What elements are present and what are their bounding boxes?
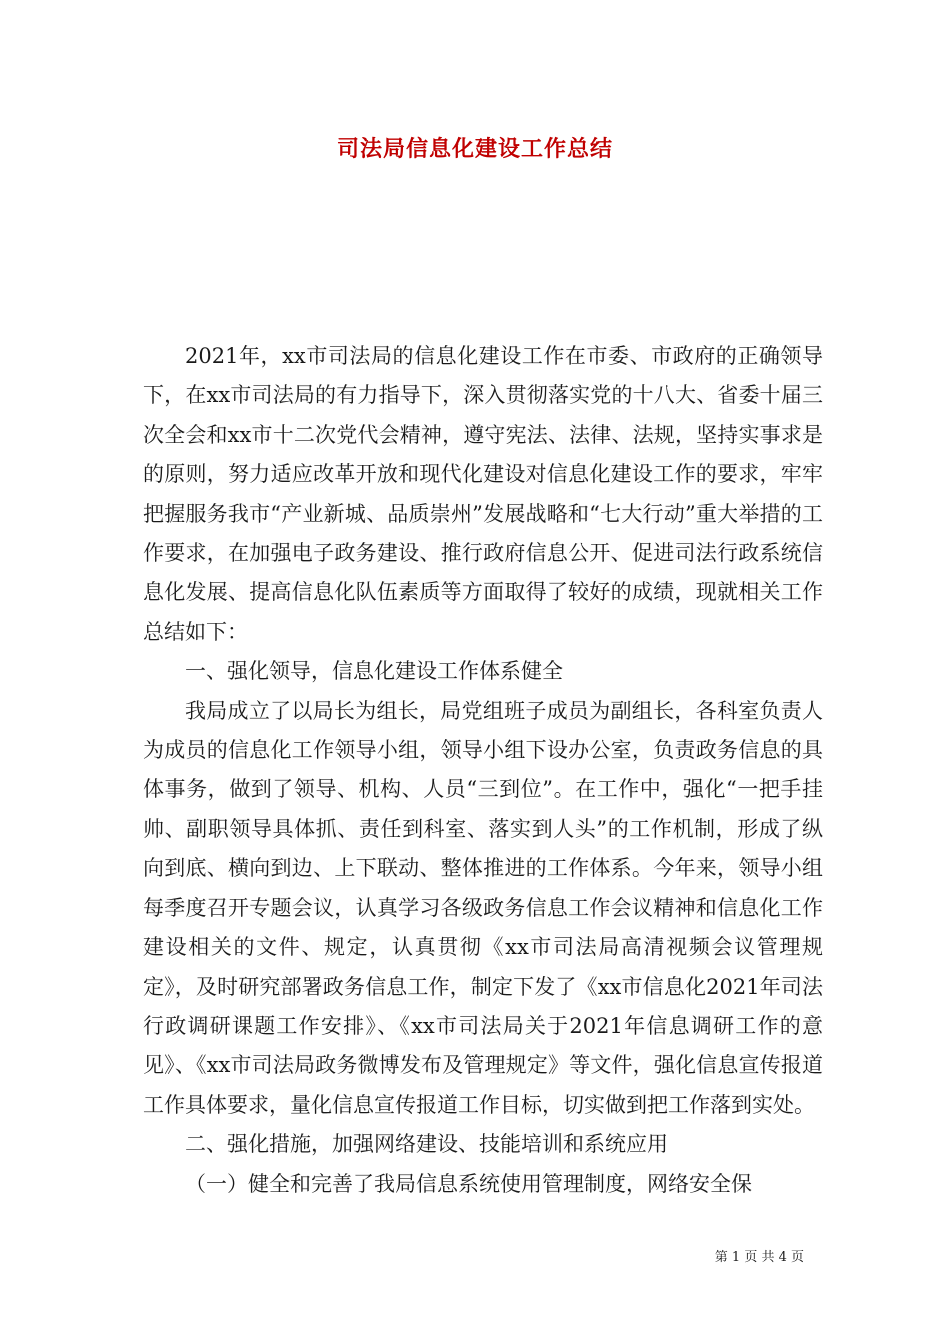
paragraph-intro: 2021年，xx市司法局的信息化建设工作在市委、市政府的正确领导下，在xx市司法局的有力指导下，深入贯彻落实党的十八大、省委十届三次全会和xx市十二次党代会精神，遵守宪法、法律、法规，坚持实事求是的原则，努力适应改革开放和现代化建设对信息化建设工作的要求，牢牢把握服务我市“产业新城、品质崇州”发展战略和“七大行动”重大举措的工作要求，在加强电子政务建设、推行政府信息公开、促进司法行政系统信息化发展、提高信息化队伍素质等方面取得了较好的成绩，现就相关工作总结如下：: [143, 344, 823, 644]
paragraph-subsection-1: （一）健全和完善了我局信息系统使用管理制度，网络安全保: [185, 1171, 752, 1196]
section-heading-1: 一、强化领导，信息化建设工作体系健全: [185, 659, 563, 684]
document-body: [143, 337, 823, 1204]
section-heading-2: 二、强化措施，加强网络建设、技能培训和系统应用: [185, 1132, 668, 1157]
document-title: 司法局信息化建设工作总结: [336, 137, 613, 162]
paragraph-section-1: 我局成立了以局长为组长，局党组班子成员为副组长，各科室负责人为成员的信息化工作领导小组，领导小组下设办公室，负责政务信息的具体事务，做到了领导、机构、人员“三到位”。在工作中，强化“一把手挂帅、副职领导具体抓、责任到科室、落实到人头”的工作机制，形成了纵向到底、横向到边、上下联动、整体推进的工作体系。今年来，领导小组每季度召开专题会议，认真学习各级政务信息工作会议精神和信息化工作建设相关的文件、规定，认真贯彻《xx市司法局高清视频会议管理规定》，及时研究部署政务信息工作，制定下发了《xx市信息化2021年司法行政调研课题工作安排》、《xx市司法局关于2021年信息调研工作的意见》、《xx市司法局政务微博发布及管理规定》等文件，强化信息宣传报道工作具体要求，量化信息宣传报道工作目标，切实做到把工作落到实处。: [143, 698, 823, 1117]
page-number: 第 1 页 共 4 页: [714, 1250, 804, 1265]
